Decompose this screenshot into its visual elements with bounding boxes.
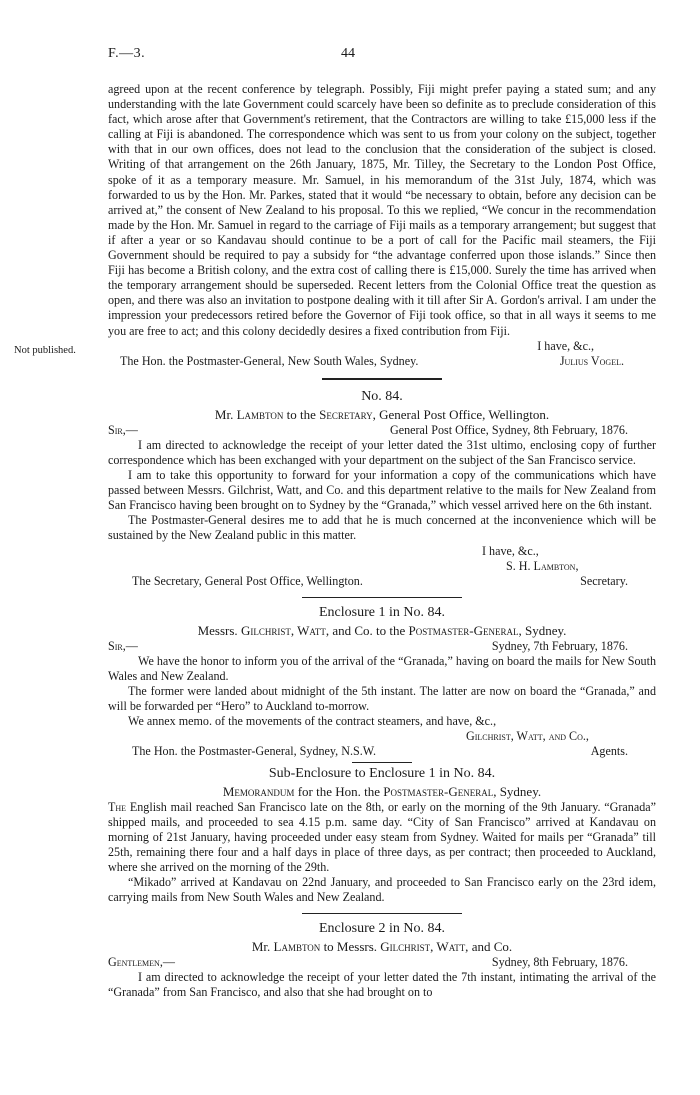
letter-footer — [108, 574, 656, 589]
subtitle-text: and Co. — [471, 939, 513, 955]
paragraph: We have the honor to inform you of the arrival of the “Granada,” having on board the mails for New South Wales and New Zealand. — [108, 653, 656, 683]
letter-no-84-title: No. 84. — [361, 388, 403, 404]
section-divider — [302, 913, 462, 914]
subtitle-name: Lambton — [273, 939, 321, 955]
paragraph: We annex memo. of the movements of the contract steamers, and have, &c., — [128, 714, 497, 729]
subtitle-text: Messrs. — [197, 622, 238, 638]
enclosure-2-title: Enclosure 2 in No. 84. — [319, 921, 445, 937]
closing: I have, &c., — [482, 543, 539, 558]
enclosure-1 — [108, 604, 656, 760]
subtitle-text: for the Hon. the — [297, 783, 380, 799]
enclosure-1-title: Enclosure 1 in No. 84. — [319, 604, 445, 620]
signature: S. H. Lambton, — [506, 558, 579, 573]
enclosure-2-subtitle — [108, 938, 656, 955]
section-divider — [322, 378, 442, 380]
subtitle-name: Postmaster-General — [408, 622, 519, 638]
salutation: Sir,— — [108, 422, 138, 437]
paragraph — [108, 800, 656, 875]
subtitle-name: Memorandum — [222, 783, 295, 799]
intro-letter-signature: Julius Vogel. — [559, 353, 624, 368]
paragraph: I am directed to acknowledge the receipt of your letter dated the 31st ultimo, enclosing copy of further correspondence which has been exchanged with your department on the subject of the San Francisco service. — [108, 437, 656, 467]
enclosure-2-heading-line — [108, 955, 656, 970]
subtitle-text: and Co. to the — [332, 622, 406, 638]
document-body — [108, 82, 656, 1001]
place-date: General Post Office, Sydney, 8th February, 1876. — [389, 422, 628, 437]
paragraph: The Postmaster-General desires me to add that he is much concerned at the inconvenience which will be sustained by the New Zealand public in this matter. — [108, 513, 656, 543]
subtitle-text: to the — [286, 406, 316, 422]
document-reference: F.—3. — [108, 46, 146, 61]
subtitle-name: Gilchrist, Watt, — [380, 939, 469, 955]
salutation: Sir,— — [108, 638, 138, 653]
subtitle-text: , Sydney. — [518, 622, 567, 638]
intro-letter-footer — [108, 354, 656, 369]
section-divider — [302, 597, 462, 598]
signature: Gilchrist, Watt, and Co., — [466, 729, 589, 744]
intro-letter-closing: I have, &c., — [537, 338, 594, 353]
signature-title: Agents. — [590, 744, 628, 759]
subtitle-name: Lambton — [236, 406, 284, 422]
intro-letter — [108, 82, 656, 369]
subtitle-text: Mr. — [251, 939, 271, 955]
salutation: Gentlemen,— — [108, 955, 175, 970]
signature-title: Secretary. — [580, 573, 628, 588]
margin-note-not-published: Not published. — [14, 345, 76, 356]
letter-no-84-heading-line — [108, 423, 656, 438]
enclosure-1-heading-line — [108, 639, 656, 654]
page-number: 44 — [341, 46, 355, 61]
intro-letter-body: agreed upon at the recent conference by telegraph. Possibly, Fiji might prefer paying a stated sum; and any understanding with the late Government could scarcely have been so definite as to preclude consideration of this fact, which arose after that Government's retirement, that the Contractors are willing to take £15,000 less if the calling at Fiji is abandoned. The correspondence which was sent to us from your colony on the subject, together with that in our own offices, does not lead to the conclusion that the consideration of the subject is closed. Writing of that arrangement on the 26th January, 1875, Mr. Tilley, the Secretary to the London Post Office, spoke of it as a temporary measure. Mr. Samuel, in his memorandum of the 31st July, 1874, which was forwarded to us by the Hon. Mr. Parkes, stated that it would “be necessary to obtain, before any decision can be arrived at,” the consent of New Zealand to his proposal. To this we replied, “We concur in the recommendation made by the Hon. Mr. Samuel in regard to the carriage of Fiji mails as a temporary arrangement; but suggest that if after a year or so Kandavau should continue to be a port of call for the Pacific mail steamers, the Fiji Government should be required to pay a subsidy for “the advantage conferred upon those islands.” Since then Fiji has become a British colony, and the extra cost of calling there is £15,000. Surely the time has arrived when the temporary arrangement should be superseded. Recent letters from the Colonial Office treat the question as open, and there was also an invitation to postpone dealing with it till after Sir A. Gordon's arrival. I am under the impression your predecessors retired before the Governor of Fiji took office, so that in all ways it seems to me you are free to act; and this colony decidedly desires a fixed contribution from Fiji. — [108, 82, 656, 338]
paragraph: “Mikado” arrived at Kandavau on 22nd January, and proceeded to San Francisco early on the 23rd idem, carrying mails from New South Wales and New Zealand. — [108, 875, 656, 905]
subtitle-text: to Messrs. — [323, 939, 378, 955]
place-date: Sydney, 8th February, 1876. — [491, 955, 628, 970]
addressee: The Hon. the Postmaster-General, Sydney, N.S.W. — [132, 744, 377, 759]
subtitle-text: Mr. — [214, 406, 234, 422]
enclosure-2 — [108, 920, 656, 1000]
section-divider — [352, 762, 412, 763]
paragraph: The former were landed about midnight of the 5th instant. The latter are now on board the “Granada,” and will be forwarded per “Hero” to Auckland to-morrow. — [108, 684, 656, 714]
intro-letter-addressee: The Hon. the Postmaster-General, New South Wales, Sydney. — [120, 353, 419, 368]
letter-no-84-subtitle — [108, 406, 656, 423]
addressee: The Secretary, General Post Office, Wellington. — [132, 573, 363, 588]
sub-enclosure-1 — [108, 765, 656, 906]
subtitle-text: , Sydney. — [493, 783, 542, 799]
paragraph: I am directed to acknowledge the receipt of your letter dated the 7th instant, intimating the arrival of the “Granada” from San Francisco, and also that she had brought on to — [108, 970, 656, 1000]
subtitle-text: , General Post Office, Wellington. — [372, 406, 550, 422]
subtitle-name: Gilchrist, Watt, — [240, 622, 330, 638]
lead-word: The — [108, 799, 127, 814]
paragraph-text: English mail reached San Francisco late on the 8th, or early on the morning of the 9th January. “Granada” shipped mails, and proceeded to sea 4.15 p.m. same day. “City of San Francisco” arrived at Kandavau on morning of 21st January, having proceeded under easy steam from Sydney. Waited for mails per “Granada” till 25th, remaining there four and a half days in place of three days, as per contract; then proceeded to Auckland, where she arrived on the morning of the 29th. — [108, 799, 656, 874]
enclosure-1-subtitle — [108, 622, 656, 639]
letter-footer — [108, 744, 656, 759]
subtitle-name: Postmaster-General — [383, 783, 494, 799]
sub-enclosure-title: Sub-Enclosure to Enclosure 1 in No. 84. — [268, 765, 496, 781]
letter-no-84 — [108, 388, 656, 589]
subtitle-name: Secretary — [319, 406, 373, 422]
paragraph: I am to take this opportunity to forward for your information a copy of the communications which have passed between Messrs. Gilchrist, Watt, and Co. and this department relative to the mails for New Zealand from San Francisco having been brought on to Sydney by the “Granada,” which vessel arrived here on the 6th instant. — [108, 468, 656, 513]
sub-enclosure-subtitle — [108, 783, 656, 800]
place-date: Sydney, 7th February, 1876. — [491, 638, 628, 653]
